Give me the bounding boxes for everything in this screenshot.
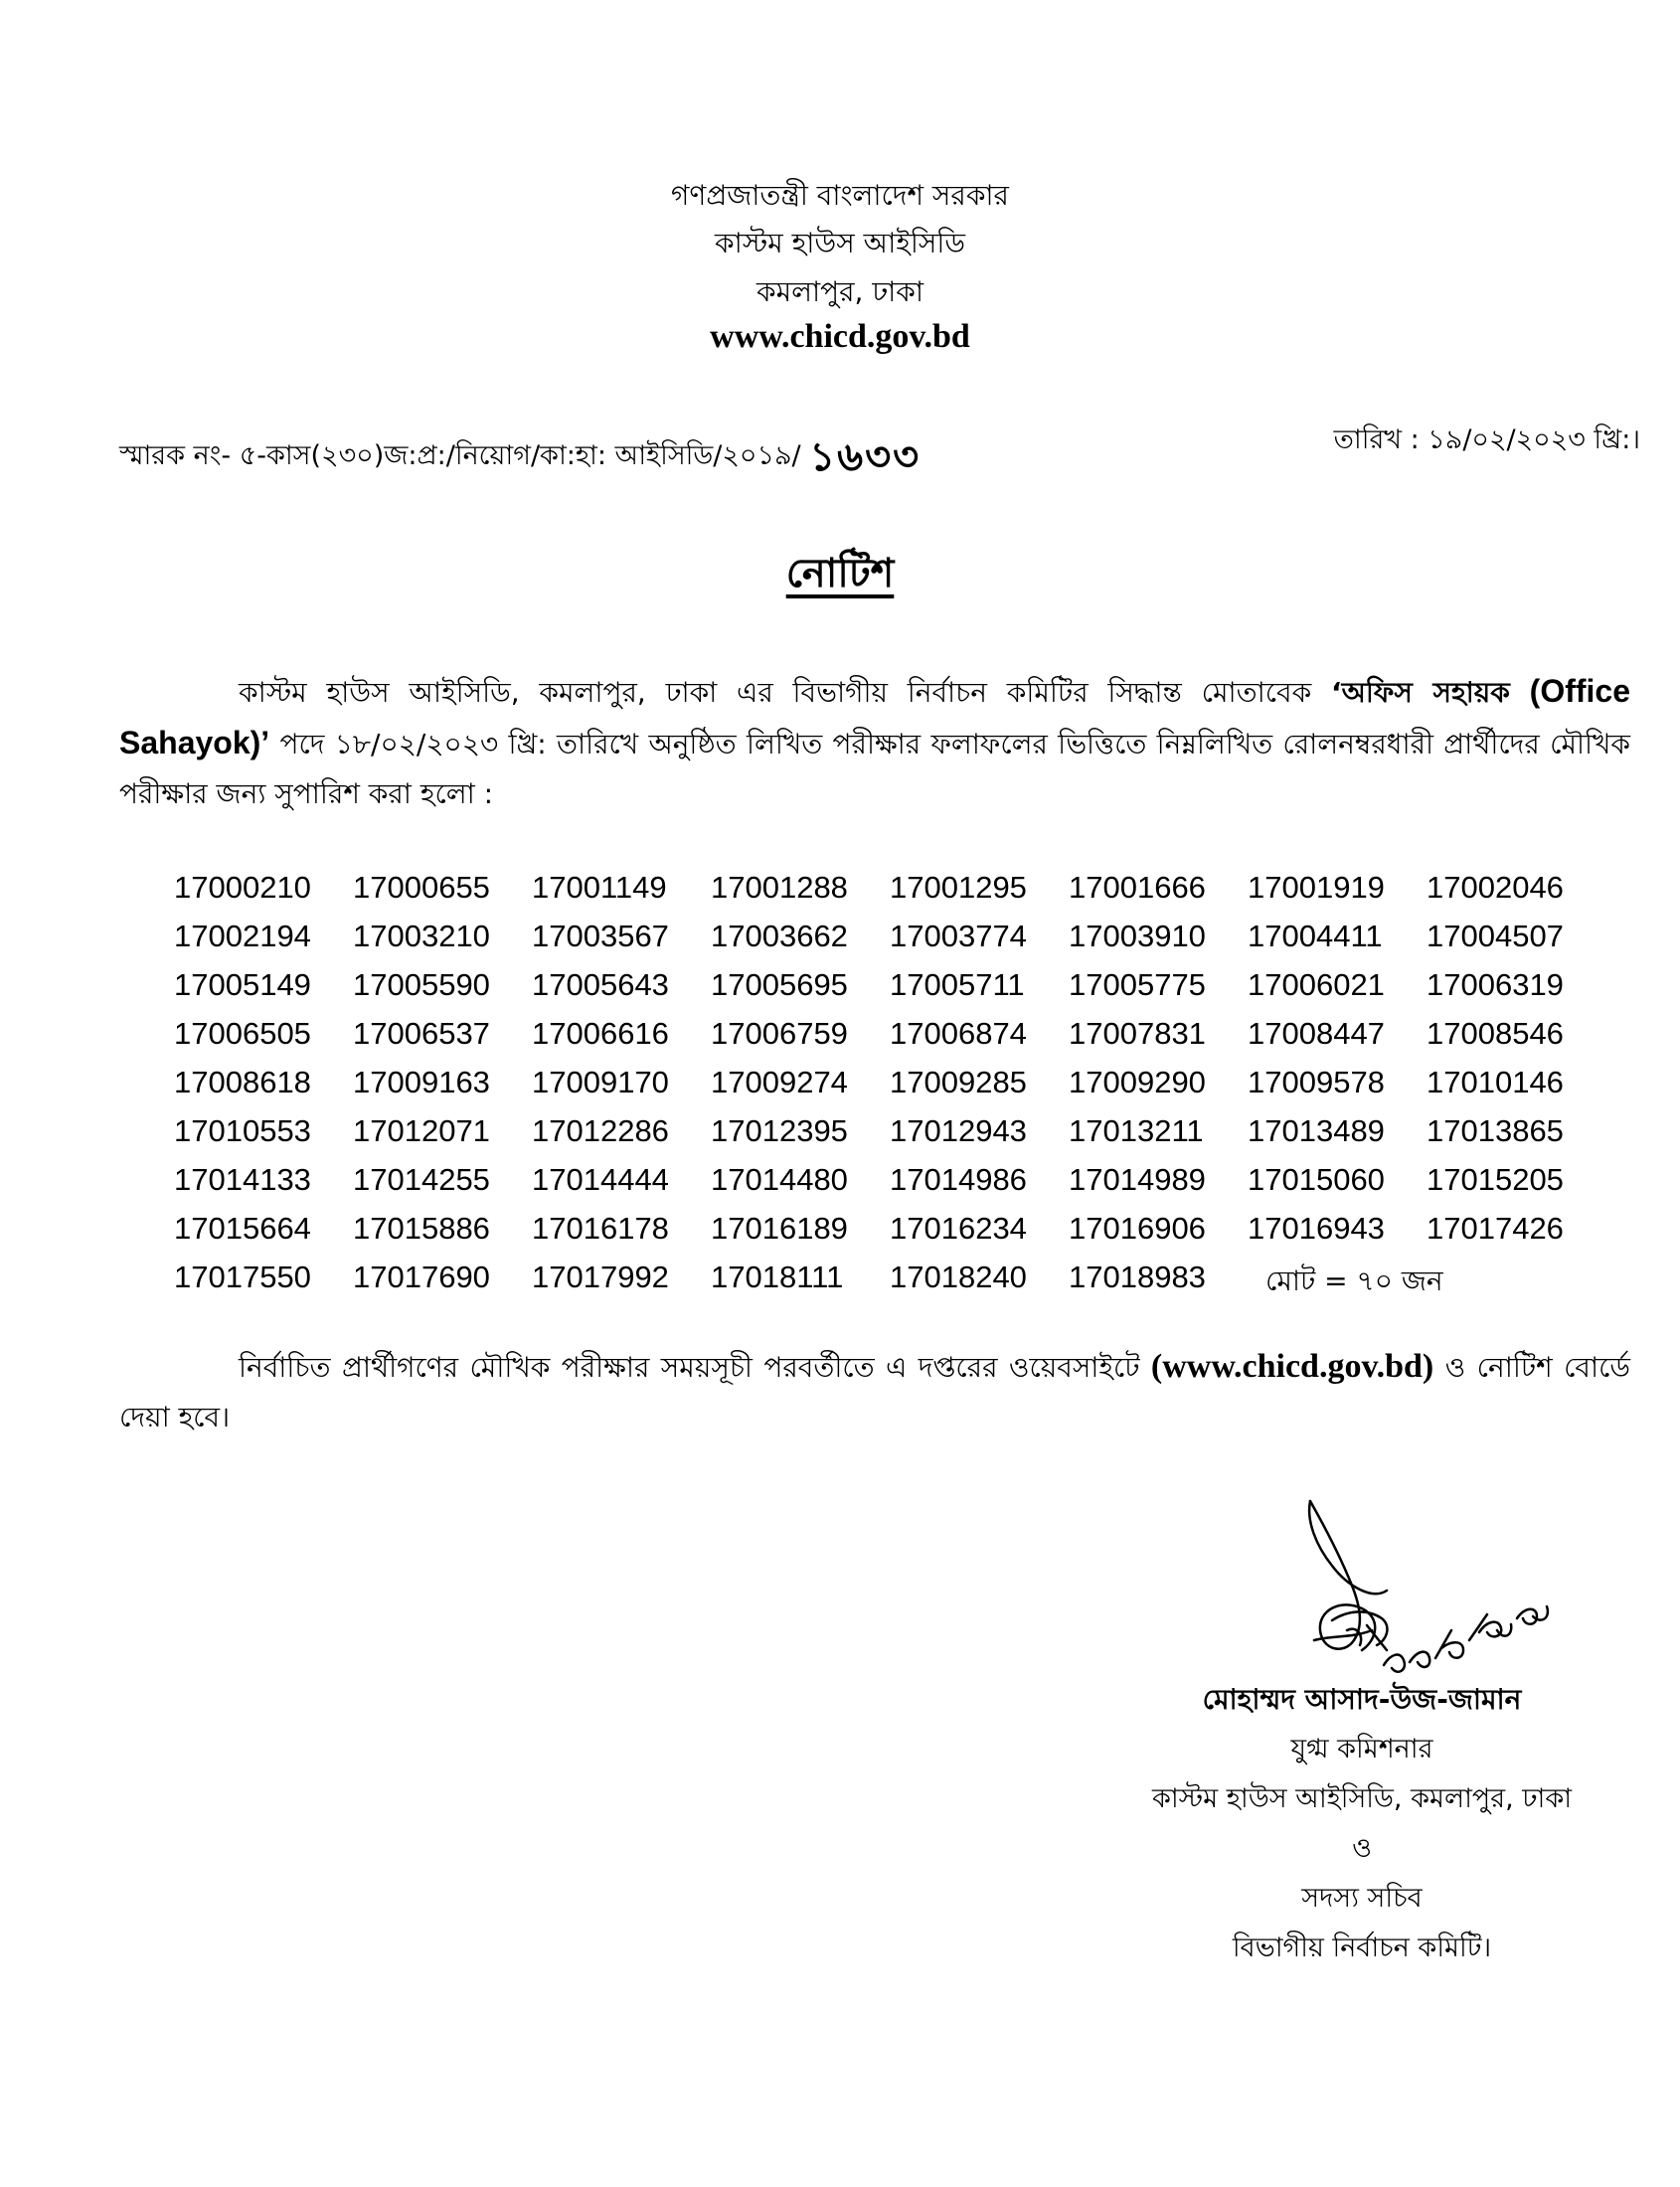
roll-number: 17005590 (353, 967, 490, 1002)
roll-number: 17006021 (1248, 967, 1385, 1002)
roll-number: 17009163 (353, 1065, 490, 1099)
roll-number: 17003210 (353, 919, 490, 953)
note-website-link[interactable]: (www.chicd.gov.bd) (1150, 1348, 1434, 1385)
signatory-name: মোহাম্মদ আসাদ-উজ-জামান (1202, 1683, 1522, 1716)
roll-number: 17013489 (1248, 1113, 1385, 1148)
roll-number: 17006874 (890, 1016, 1027, 1051)
roll-number: 17009285 (890, 1065, 1027, 1099)
roll-number: 17016234 (890, 1211, 1027, 1246)
schedule-note-part2: ও নোটিশ বোর্ডে দেয়া হবে। (119, 1351, 1630, 1433)
signatory-designation: যুগ্ম কমিশনার (1290, 1734, 1433, 1765)
signatory-conjunction: ও (1352, 1833, 1372, 1864)
roll-number: 17006537 (353, 1016, 490, 1051)
roll-number: 17001295 (890, 870, 1027, 905)
office-name: কাস্টম হাউস আইসিডি (715, 227, 965, 259)
roll-number: 17009274 (711, 1065, 848, 1099)
roll-number: 17016906 (1069, 1211, 1206, 1246)
roll-number: 17001288 (711, 870, 848, 905)
roll-number: 17006319 (1427, 967, 1564, 1002)
roll-number: 17005695 (711, 967, 848, 1002)
roll-number: 17001666 (1069, 870, 1206, 905)
roll-number: 17015205 (1427, 1162, 1564, 1197)
roll-number: 17005643 (532, 967, 669, 1002)
signature-block (1103, 1675, 1620, 1973)
roll-number: 17018240 (890, 1260, 1027, 1294)
roll-number: 17001149 (532, 870, 667, 905)
roll-number: 17009578 (1248, 1065, 1385, 1099)
notice-body-part1: কাস্টম হাউস আইসিডি, কমলাপুর, ঢাকা এর বিভাগীয় নির্বাচন কমিটির সিদ্ধান্ত মোতাবেক (239, 676, 1331, 709)
roll-number: 17007831 (1069, 1016, 1206, 1051)
roll-number: 17006505 (174, 1016, 311, 1051)
roll-number: 17017690 (353, 1260, 490, 1294)
roll-number: 17016189 (711, 1211, 848, 1246)
roll-number: 17005775 (1069, 967, 1206, 1002)
memo-reference-line (119, 420, 921, 486)
signatory-committee: বিভাগীয় নির্বাচন কমিটি। (1232, 1933, 1492, 1963)
roll-number: 17015886 (353, 1211, 490, 1246)
roll-number: 17010146 (1427, 1065, 1564, 1099)
roll-number: 17010553 (174, 1113, 311, 1148)
memo-row (119, 408, 1640, 480)
roll-number: 17012286 (532, 1113, 669, 1148)
roll-number: 17009170 (532, 1065, 669, 1099)
roll-number: 17014989 (1069, 1162, 1206, 1197)
roll-number: 17014133 (174, 1162, 311, 1197)
roll-number: 17003910 (1069, 919, 1206, 953)
roll-number: 17013865 (1427, 1113, 1564, 1148)
roll-number: 17009290 (1069, 1065, 1206, 1099)
roll-number: 17005149 (174, 967, 311, 1002)
roll-number: 17014986 (890, 1162, 1027, 1197)
roll-number: 17012943 (890, 1113, 1027, 1148)
roll-number: 17008618 (174, 1065, 311, 1099)
post-name-bn: ‘অফিস সহায়ক (1330, 676, 1510, 709)
roll-number: 17001919 (1248, 870, 1385, 905)
total-count: মোট = ৭০ জন (1265, 1264, 1443, 1297)
roll-number: 17014444 (532, 1162, 669, 1197)
roll-number: 17000210 (174, 870, 311, 905)
roll-number: 17014480 (711, 1162, 848, 1197)
roll-number: 17008447 (1248, 1016, 1385, 1051)
roll-number: 17008546 (1427, 1016, 1564, 1051)
roll-number: 17002046 (1427, 870, 1564, 905)
roll-number: 17018983 (1069, 1260, 1206, 1294)
office-location: কমলাপুর, ঢাকা (756, 275, 924, 308)
roll-number: 17004411 (1248, 919, 1383, 953)
roll-number: 17005711 (890, 967, 1025, 1002)
roll-number: 17004507 (1427, 919, 1564, 953)
roll-number: 17000655 (353, 870, 490, 905)
memo-date: তারিখ : ১৯/০২/২০২৩ খ্রি:। (1333, 424, 1640, 455)
signatory-office: কাস্টম হাউস আইসিডি, কমলাপুর, ঢাকা (1151, 1783, 1573, 1814)
page-title: নোটিশ (785, 551, 895, 596)
schedule-note-part1: নির্বাচিত প্রার্থীগণের মৌখিক পরীক্ষার সময়সূচী পরবর্তীতে এ দপ্তরের ওয়েবসাইটে (239, 1351, 1151, 1384)
website-link[interactable]: www.chicd.gov.bd (710, 318, 970, 355)
roll-number: 17015664 (174, 1211, 311, 1246)
roll-number: 17018111 (711, 1260, 844, 1294)
signatory-role: সদস্য সচিব (1301, 1883, 1423, 1914)
notice-body (119, 666, 1630, 819)
roll-number-grid (174, 870, 1605, 1308)
roll-number: 17017550 (174, 1260, 311, 1294)
schedule-note (119, 1342, 1630, 1442)
notice-body-part2: পদে ১৮/০২/২০২৩ খ্রি: তারিখে অনুষ্ঠিত লিখিত পরীক্ষার ফলাফলের ভিত্তিতে নিম্নলিখিত রোলনম্বরধারী প্রার্থীদের মৌখিক পরীক্ষার জন্য সুপারিশ করা হলো : (119, 728, 1630, 810)
roll-number: 17006759 (711, 1016, 848, 1051)
post-name-en: (Office Sahayok)’ (119, 673, 1631, 760)
handwritten-signature (1292, 1491, 1591, 1680)
roll-number: 17003662 (711, 919, 848, 953)
roll-number: 17012071 (353, 1113, 490, 1148)
roll-number: 17016943 (1248, 1211, 1385, 1246)
roll-number: 17003774 (890, 919, 1027, 953)
roll-number: 17003567 (532, 919, 669, 953)
roll-number: 17014255 (353, 1162, 490, 1197)
roll-number: 17016178 (532, 1211, 669, 1246)
government-name: গণপ্রজাতন্ত্রী বাংলাদেশ সরকার (671, 179, 1009, 212)
roll-number: 17017426 (1427, 1211, 1564, 1246)
memo-reference: স্মারক নং- ৫-কাস(২৩০)জ:প্র:/নিয়োগ/কা:হা: আইসিডি/২০১৯/ (119, 440, 801, 471)
roll-number: 17013211 (1069, 1113, 1204, 1148)
roll-number: 17006616 (532, 1016, 669, 1051)
roll-number: 17017992 (532, 1260, 669, 1294)
roll-number: 17002194 (174, 919, 311, 953)
roll-number: 17012395 (711, 1113, 848, 1148)
memo-number: ১৬৩৩ (809, 433, 922, 480)
roll-number: 17015060 (1248, 1162, 1385, 1197)
